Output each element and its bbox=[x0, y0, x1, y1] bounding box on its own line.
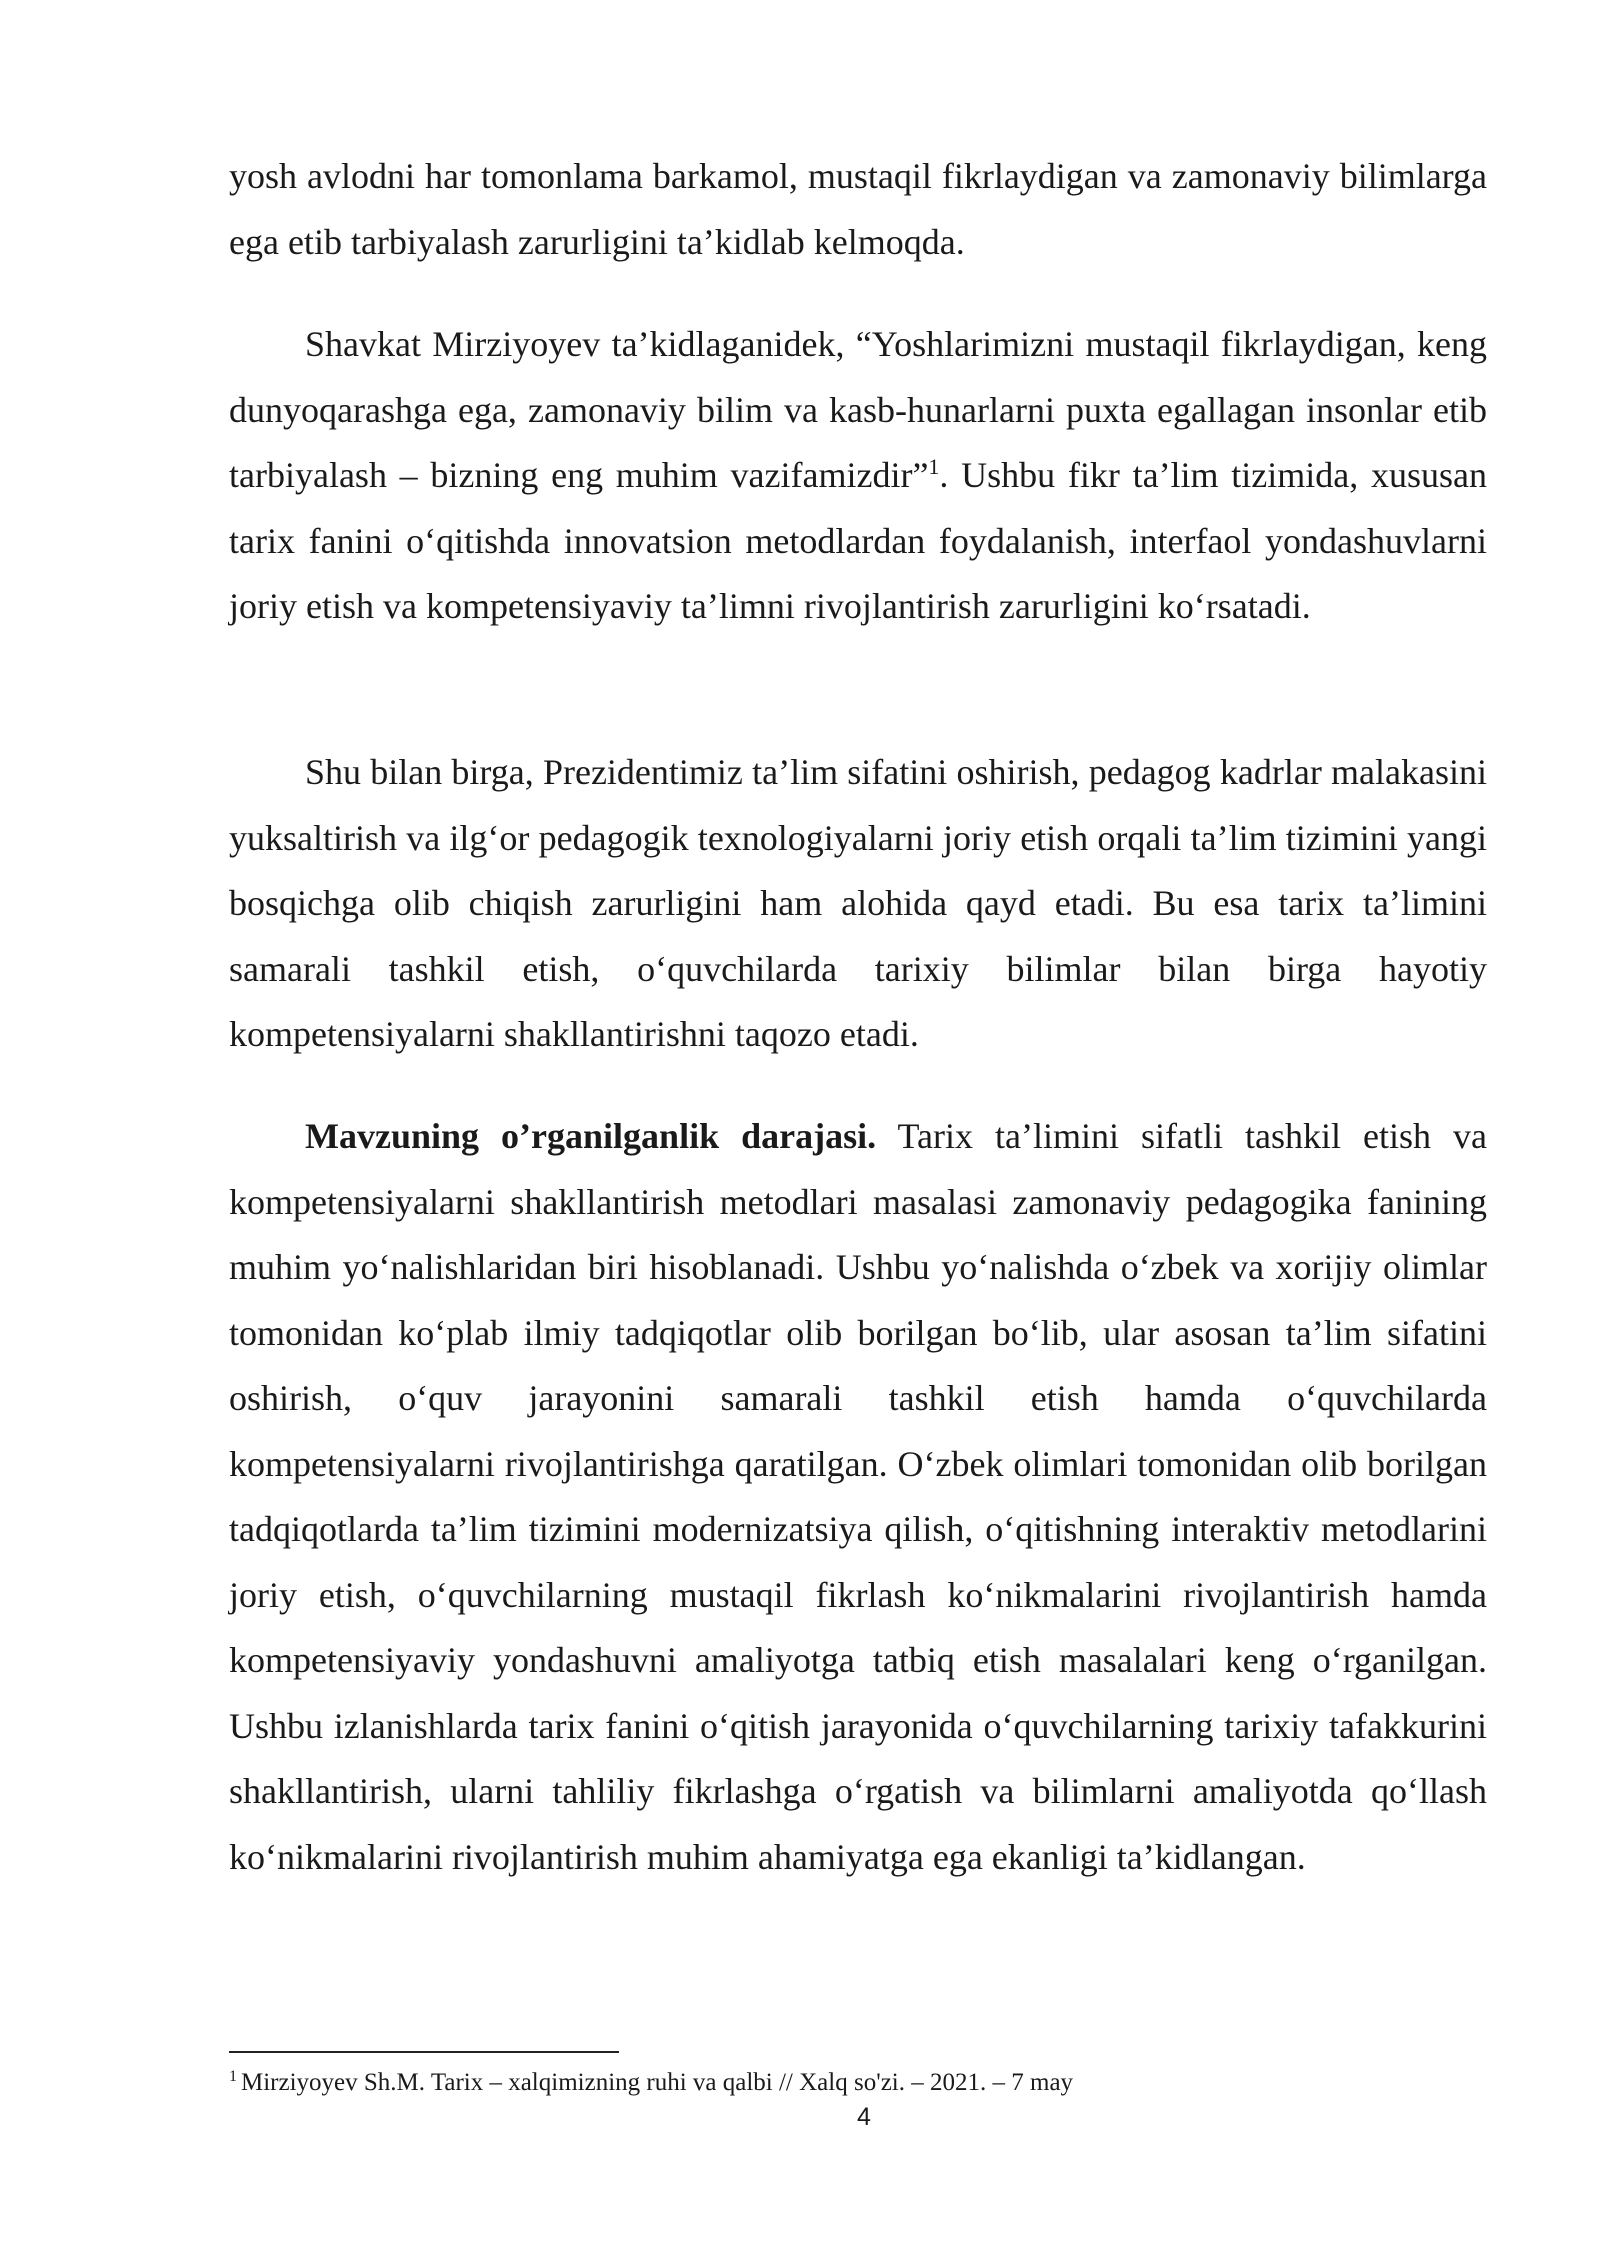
section-heading: Mavzuning o’rganilganlik darajasi. bbox=[305, 1116, 877, 1156]
footnote-text: Mirziyoyev Sh.M. Tarix – xalqimizning ruhi va qalbi // Xalq so'zi. – 2021. – 7 may bbox=[241, 2069, 1074, 2096]
paragraph-2-text-after-ref: . Ushbu fikr ta’lim tizimida, xususan tarix fanini o‘qitishda innovatsion metodlardan foydalanish, interfaol yondashuvlarni joriy etish va kompetensiyaviy ta’limni rivojlantirish zarurligini ko‘rsatadi. bbox=[229, 455, 1487, 626]
page-number: 4 bbox=[857, 2103, 871, 2131]
paragraph-2 bbox=[229, 312, 1487, 640]
paragraph-1: yosh avlodni har tomonlama barkamol, mustaqil fikrlaydigan va zamonaviy bilimlarga ega etib tarbiyalash zarurligini ta’kidlab kelmoqda. bbox=[229, 156, 1487, 262]
paragraph-4 bbox=[229, 1104, 1487, 1890]
paragraph-4-body: Tarix ta’limini sifatli tashkil etish va kompetensiyalarni shakllantirish metodlari masalasi zamonaviy pedagogika fanining muhim yo‘nalishlaridan biri hisoblanadi. Ushbu yo‘nalishda o‘zbek va xorijiy olimlar tomonidan ko‘plab ilmiy tadqiqotlar olib borilgan bo‘lib, ular asosan ta’lim sifatini oshirish, o‘quv jarayonini samarali tashkil etish hamda o‘quvchilarda kompetensiyalarni rivojlantirishga qaratilgan. O‘zbek olimlari tomonidan olib borilgan tadqiqotlarda ta’lim tizimini modernizatsiya qilish, o‘qitishning interaktiv metodlarini joriy etish, o‘quvchilarning mustaqil fikrlash ko‘nikmalarini rivojlantirish hamda kompetensiyaviy yondashuvni amaliyotga tatbiq etish masalalari keng o‘rganilgan. Ushbu izlanishlarda tarix fanini o‘qitish jarayonida o‘quvchilarning tarixiy tafakkurini shakllantirish, ularni tahliliy fikrlashga o‘rgatish va bilimlarni amaliyotda qo‘llash ko‘nikmalarini rivojlantirish muhim ahamiyatga ega ekanligi ta’kidlangan. bbox=[229, 1116, 1487, 1877]
paragraph-3: Shu bilan birga, Prezidentimiz ta’lim sifatini oshirish, pedagog kadrlar malakasini yuksaltirish va ilg‘or pedagogik texnologiyalarni joriy etish orqali ta’lim tizimini yangi bosqichga olib chiqish zarurligini ham alohida qayd etadi. Bu esa tarix ta’limini samarali tashkil etish, o‘quvchilarda tarixiy bilimlar bilan birga hayotiy kompetensiyalarni shakllantirishni taqozo etadi. bbox=[229, 752, 1487, 1054]
footnote-mark: 1 bbox=[229, 2067, 237, 2085]
footnote bbox=[229, 2066, 1487, 2100]
footnote-separator bbox=[229, 2051, 619, 2053]
paragraph-2-text-before-ref: Shavkat Mirziyoyev ta’kidlaganidek, “Yoshlarimizni mustaqil fikrlaydigan, keng dunyoqarashga ega, zamonaviy bilim va kasb-hunarlarni puxta egallagan insonlar etib tarbiyalash – bizning eng muhim vazifamizdir” bbox=[229, 324, 1487, 495]
footnote-reference[interactable]: 1 bbox=[928, 454, 940, 479]
